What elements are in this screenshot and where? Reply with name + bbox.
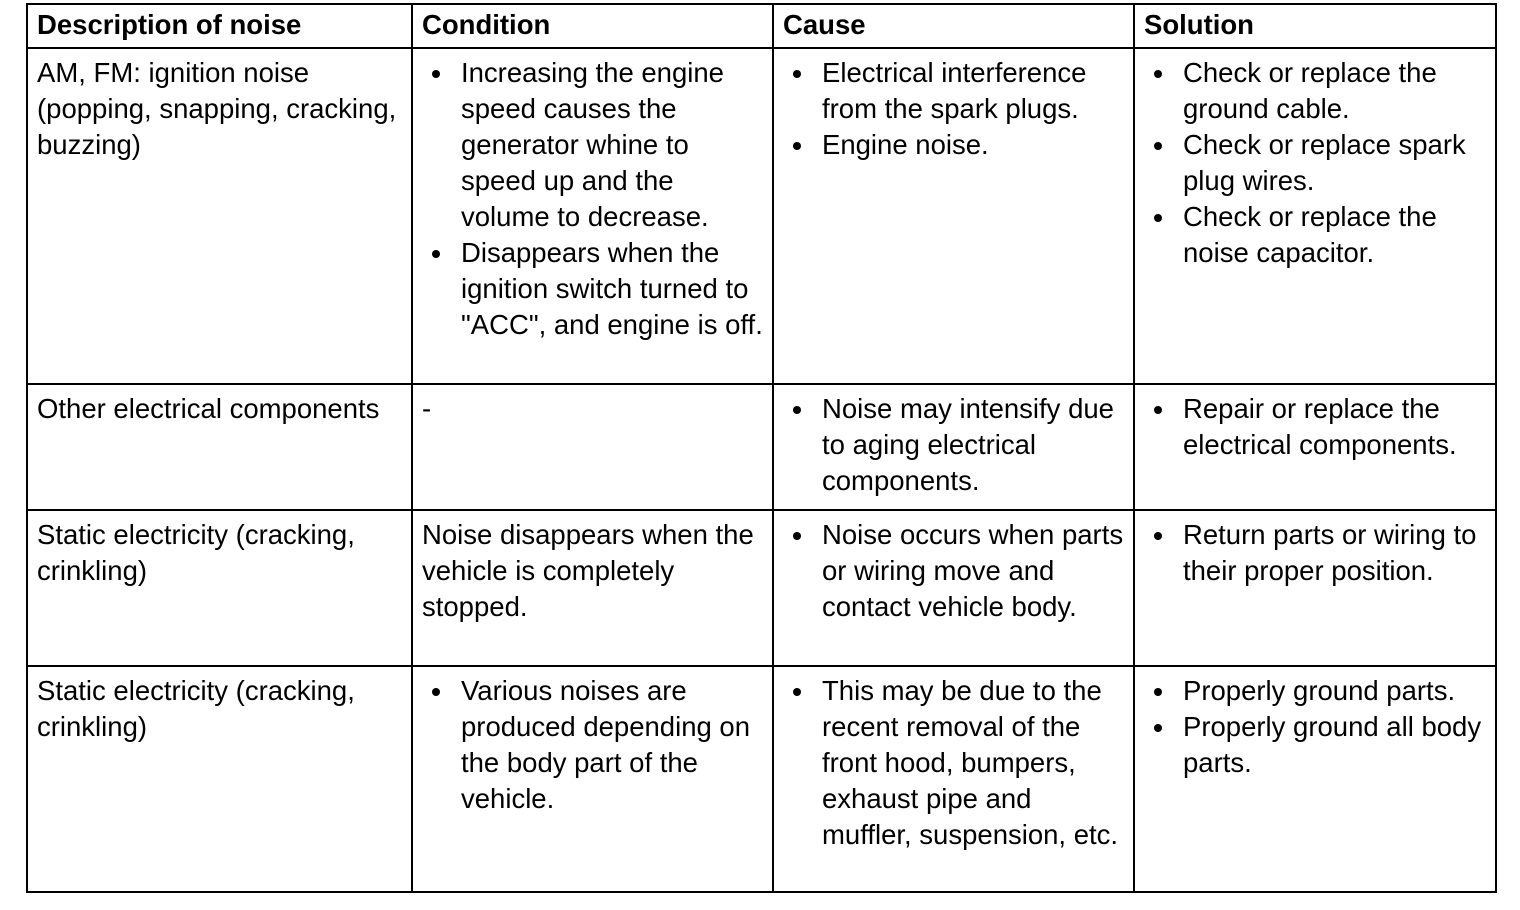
condition-list xyxy=(422,55,764,343)
condition-list xyxy=(422,673,764,817)
description-text: Static electricity (cracking, crinkling) xyxy=(37,675,355,742)
cause-list xyxy=(783,517,1125,625)
table-header-row xyxy=(27,4,1496,48)
solution-list xyxy=(1144,517,1487,589)
list-item: Check or replace spark plug wires. xyxy=(1144,127,1487,199)
solution-list xyxy=(1144,673,1487,781)
list-item: Repair or replace the electrical components. xyxy=(1144,391,1487,463)
list-item: This may be due to the recent removal of the front hood, bumpers, exhaust pipe and muffler, suspension, etc. xyxy=(783,673,1125,853)
list-item: Electrical interference from the spark plugs. xyxy=(783,55,1125,127)
description-cell xyxy=(27,384,412,510)
description-cell xyxy=(27,510,412,666)
description-text: Static electricity (cracking, crinkling) xyxy=(37,519,355,586)
list-item: Engine noise. xyxy=(783,127,1125,163)
noise-diagnosis-table xyxy=(26,3,1497,893)
solution-cell xyxy=(1134,384,1496,510)
header-cause: Cause xyxy=(773,4,1134,48)
header-solution: Solution xyxy=(1134,4,1496,48)
table-row xyxy=(27,384,1496,510)
cause-list xyxy=(783,391,1125,499)
cause-cell xyxy=(773,666,1134,892)
description-cell xyxy=(27,666,412,892)
list-item: Check or replace the ground cable. xyxy=(1144,55,1487,127)
description-text: AM, FM: ignition noise (popping, snapping, cracking, buzzing) xyxy=(37,57,397,160)
condition-cell xyxy=(412,666,773,892)
cause-cell xyxy=(773,510,1134,666)
header-description: Description of noise xyxy=(27,4,412,48)
cause-list xyxy=(783,673,1125,853)
solution-cell xyxy=(1134,666,1496,892)
solution-list xyxy=(1144,55,1487,271)
condition-cell xyxy=(412,510,773,666)
cause-cell xyxy=(773,48,1134,384)
table-row xyxy=(27,510,1496,666)
solution-cell xyxy=(1134,510,1496,666)
list-item: Increasing the engine speed causes the generator whine to speed up and the volume to decrease. xyxy=(422,55,764,235)
condition-cell xyxy=(412,48,773,384)
cause-list xyxy=(783,55,1125,163)
table-row xyxy=(27,48,1496,384)
list-item: Noise may intensify due to aging electrical components. xyxy=(783,391,1125,499)
condition-cell xyxy=(412,384,773,510)
list-item: Return parts or wiring to their proper position. xyxy=(1144,517,1487,589)
condition-text: - xyxy=(422,393,432,424)
cause-cell xyxy=(773,384,1134,510)
description-text: Other electrical components xyxy=(37,393,380,424)
description-cell xyxy=(27,48,412,384)
list-item: Various noises are produced depending on the body part of the vehicle. xyxy=(422,673,764,817)
list-item: Disappears when the ignition switch turned to "ACC", and engine is off. xyxy=(422,235,764,343)
table-row xyxy=(27,666,1496,892)
condition-text: Noise disappears when the vehicle is completely stopped. xyxy=(422,519,754,622)
list-item: Properly ground all body parts. xyxy=(1144,709,1487,781)
list-item: Properly ground parts. xyxy=(1144,673,1487,709)
solution-list xyxy=(1144,391,1487,463)
solution-cell xyxy=(1134,48,1496,384)
header-condition: Condition xyxy=(412,4,773,48)
list-item: Noise occurs when parts or wiring move and contact vehicle body. xyxy=(783,517,1125,625)
list-item: Check or replace the noise capacitor. xyxy=(1144,199,1487,271)
